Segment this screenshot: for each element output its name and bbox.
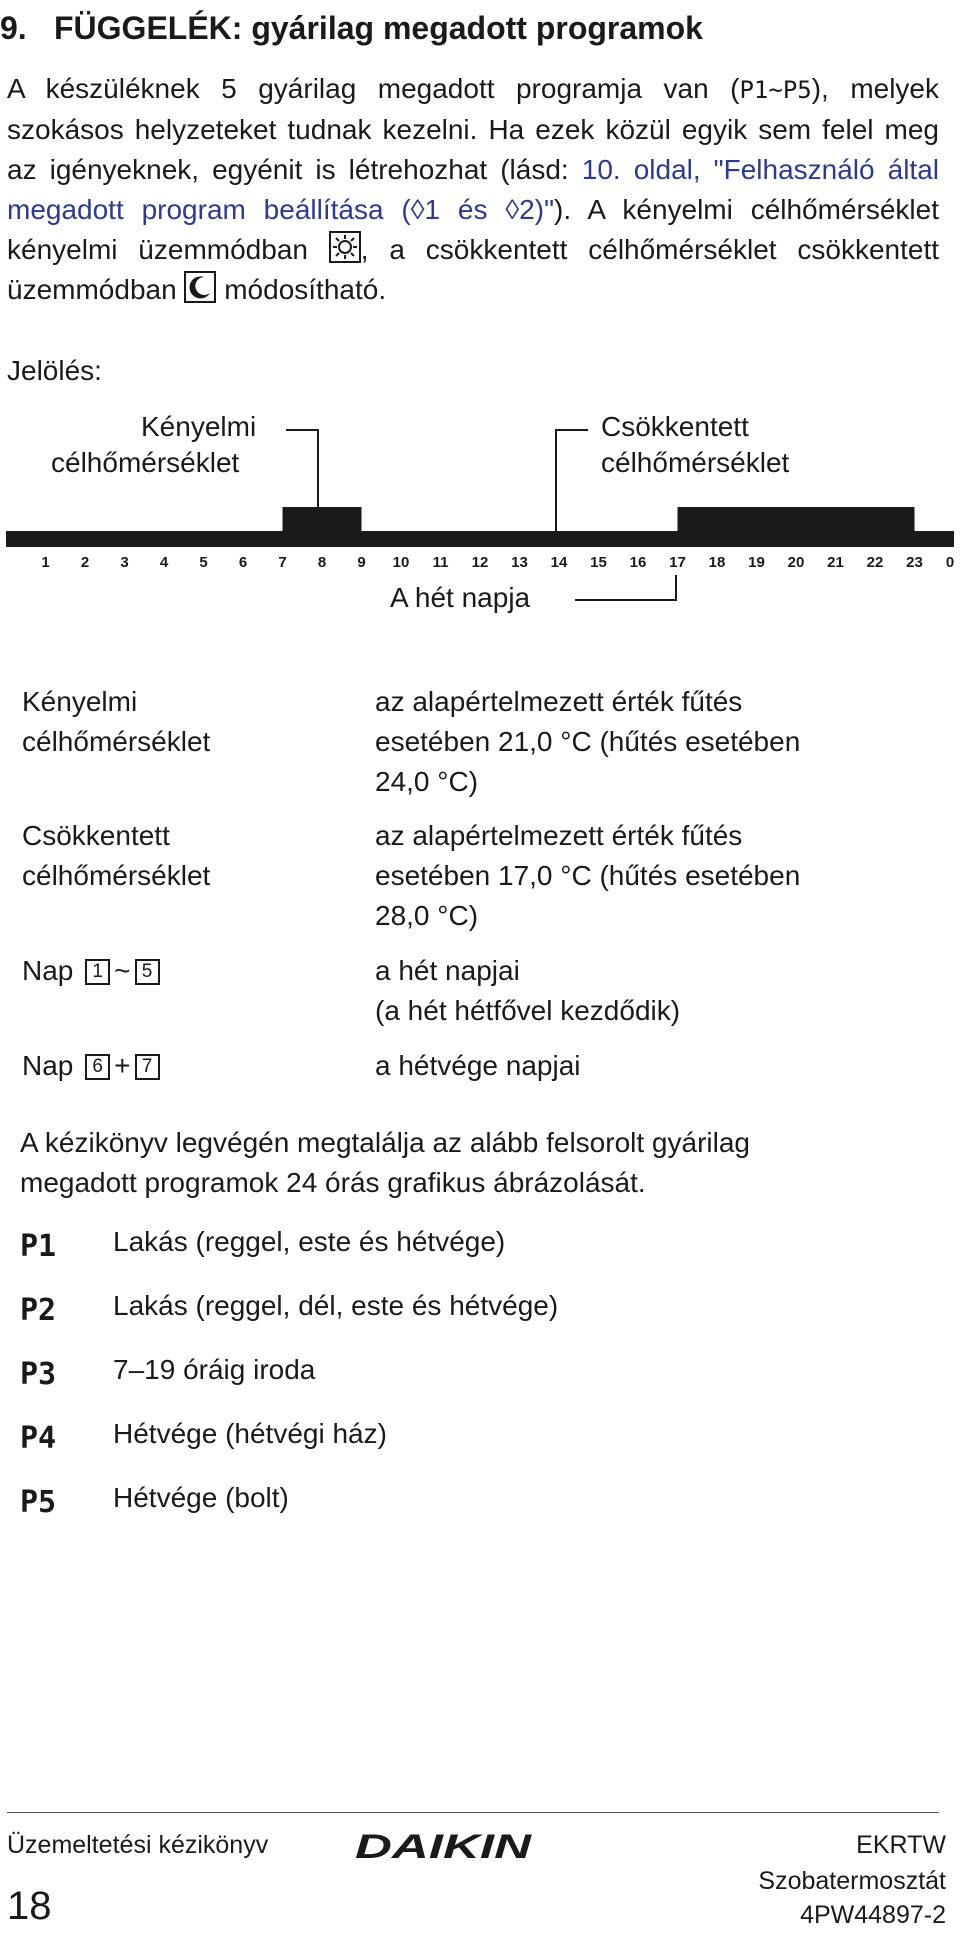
program-code: P4 <box>20 1421 57 1452</box>
hour-tick-label: 6 <box>238 554 248 571</box>
program-list <box>0 1222 960 1552</box>
desc-line: esetében 21,0 °C (hűtés esetében <box>375 726 801 757</box>
hour-tick-label: 20 <box>787 554 805 571</box>
term-line: Kényelmi <box>22 686 138 717</box>
hour-tick-label: 9 <box>357 554 366 571</box>
brand-text: DAIKIN <box>355 1828 534 1864</box>
footer-model: EKRTW <box>856 1831 946 1859</box>
manual-note-line: A kézikönyv legvégén megtalálja az alább felsorolt gyárilag <box>20 1127 750 1158</box>
program-code: P2 <box>20 1293 57 1324</box>
hour-tick-label: 8 <box>317 554 327 571</box>
hour-tick-label: 2 <box>80 554 90 571</box>
program-code-icon <box>20 1356 60 1388</box>
intro-text-1: A készüléknek 5 gyárilag megadott programja van ( <box>7 73 740 104</box>
range-separator: ~ <box>114 955 131 986</box>
base-timeline-bar <box>6 531 954 547</box>
program-description: 7–19 óráig iroda <box>113 1354 316 1385</box>
range-separator: + <box>114 1050 131 1081</box>
definition-desc-comfort <box>375 682 800 802</box>
footer-manual-title: Üzemeltetési kézikönyv <box>7 1831 269 1859</box>
definition-term-reduced <box>22 816 210 896</box>
program-description: Hétvége (hétvégi ház) <box>113 1418 387 1449</box>
axis-label: A hét napja <box>390 582 531 613</box>
hour-tick-label: 16 <box>629 554 647 571</box>
term-line: célhőmérséklet <box>22 726 211 757</box>
desc-line: 28,0 °C) <box>375 900 479 931</box>
desc-line: a hét napjai <box>375 955 520 986</box>
intro-paragraph <box>7 69 939 310</box>
program-description: Lakás (reggel, dél, este és hétvége) <box>113 1290 559 1321</box>
definition-term-weekdays <box>22 951 164 991</box>
program-code-icon <box>20 1420 60 1452</box>
hour-tick-label: 7 <box>278 554 287 571</box>
footer-doc-code: 4PW44897-2 <box>800 1901 946 1929</box>
program-code-icon <box>20 1292 60 1324</box>
hour-tick-label: 21 <box>827 554 844 571</box>
intro-text-4: , a csökkentett célhőmérséklet csökkentett üzemmódban <box>7 234 939 305</box>
hour-tick-label: 4 <box>159 554 169 571</box>
program-code: P1 <box>20 1229 57 1260</box>
definition-term-weekend <box>22 1046 164 1086</box>
hour-tick-label: 0 <box>945 554 955 571</box>
day-key-box: 1 <box>85 959 110 985</box>
hour-tick-label: 3 <box>120 554 129 571</box>
term-prefix: Nap <box>22 1050 74 1081</box>
program-code-icon <box>20 1484 60 1516</box>
program-description: Lakás (reggel, este és hétvége) <box>113 1226 506 1257</box>
comfort-period-bar <box>678 507 915 533</box>
hour-tick-label: 12 <box>471 554 489 571</box>
program-code: P5 <box>20 1485 57 1516</box>
desc-line: a hétvége napjai <box>375 1050 581 1081</box>
definition-term-comfort <box>22 682 210 762</box>
hour-tick-label: 13 <box>511 554 528 571</box>
manual-note <box>20 1123 750 1203</box>
page-number: 18 <box>7 1884 52 1928</box>
section-heading <box>0 4 960 52</box>
hour-tick-label: 19 <box>748 554 765 571</box>
desc-line: az alapértelmezett érték fűtés <box>375 686 743 717</box>
desc-line: az alapértelmezett érték fűtés <box>375 820 743 851</box>
comfort-pointer <box>286 430 318 507</box>
comfort-period-bar <box>283 507 362 533</box>
definition-desc-weekdays <box>375 951 680 1031</box>
term-line: Csökkentett <box>22 820 170 851</box>
footer-divider <box>7 1812 939 1813</box>
definition-desc-reduced <box>375 816 800 936</box>
term-line: célhőmérséklet <box>22 860 211 891</box>
section-title: FÜGGELÉK: gyárilag megadott programok <box>54 10 703 46</box>
desc-line: esetében 17,0 °C (hűtés esetében <box>375 860 801 891</box>
day-key-box: 5 <box>135 959 160 985</box>
daikin-logo <box>355 1828 535 1864</box>
term-prefix: Nap <box>22 955 74 986</box>
program-code-icon <box>20 1228 60 1260</box>
axis-label-pointer <box>575 575 676 600</box>
hour-tick-label: 1 <box>41 554 50 571</box>
desc-line: (a hét hétfővel kezdődik) <box>375 995 681 1026</box>
program-range-code: P1~P5 <box>739 76 812 104</box>
section-number: 9. <box>0 10 27 46</box>
desc-line: 24,0 °C) <box>375 766 479 797</box>
reduced-label-line-2: célhőmérséklet <box>601 447 790 478</box>
hour-tick-label: 17 <box>669 554 686 571</box>
manual-note-line: megadott programok 24 órás grafikus ábrázolását. <box>20 1167 646 1198</box>
program-code: P3 <box>20 1357 57 1388</box>
footer-product: Szobatermosztát <box>758 1867 946 1895</box>
hour-tick-label: 14 <box>550 554 568 571</box>
day-key-box: 7 <box>135 1054 160 1080</box>
intro-text-2: ), melyek szokásos helyzeteket tudnak kezelni. Ha ezek közül egyik sem felel meg az igényeknek, egyénit is létrehozhat (lásd: <box>7 73 940 185</box>
intro-text-3: ). A kényelmi célhőmérséklet kényelmi üzemmódban <box>7 194 939 265</box>
day-key-box: 6 <box>85 1054 110 1080</box>
hour-tick-label: 10 <box>392 554 410 571</box>
hour-tick-label: 5 <box>199 554 208 571</box>
legend-label: Jelölés: <box>7 355 102 386</box>
program-description: Hétvége (bolt) <box>113 1482 289 1513</box>
comfort-label-line-1: Kényelmi <box>141 411 257 442</box>
reduced-pointer <box>556 430 588 531</box>
hour-tick-label: 18 <box>708 554 726 571</box>
definition-desc-weekend <box>375 1046 581 1086</box>
hour-tick-label: 22 <box>866 554 884 571</box>
sun-icon <box>329 231 361 263</box>
reduced-label-line-1: Csökkentett <box>601 411 749 442</box>
hour-tick-label: 15 <box>590 554 607 571</box>
hour-tick-label: 11 <box>432 554 449 571</box>
moon-icon <box>184 271 216 303</box>
comfort-label-line-2: célhőmérséklet <box>51 447 240 478</box>
hour-tick-label: 23 <box>906 554 923 571</box>
intro-text-5: módosítható. <box>224 274 387 305</box>
page-reference-link[interactable]: 10. oldal, "Felhasználó által megadott program beállítása (◊1 és ◊2)" <box>7 154 940 225</box>
